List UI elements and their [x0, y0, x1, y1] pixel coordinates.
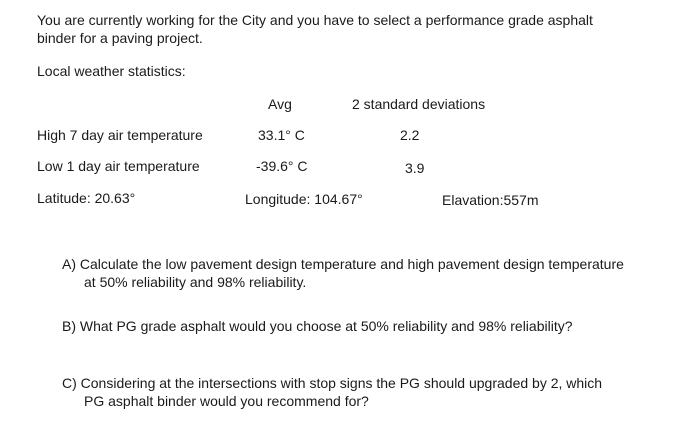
question-a-line-2: at 50% reliability and 98% reliability. — [84, 274, 307, 290]
intro-line-2: binder for a paving project. — [37, 30, 203, 46]
question-a-line-1: A) Calculate the low pavement design temperature and high pavement design temperature — [62, 256, 624, 272]
question-b-line-1: B) What PG grade asphalt would you choose at 50% reliability and 98% reliability? — [62, 318, 573, 334]
header-sd: 2 standard deviations — [352, 96, 486, 112]
row-high-avg: 33.1° C — [258, 127, 305, 143]
latitude: Latitude: 20.63° — [37, 190, 136, 206]
elevation: Elavation:557m — [442, 192, 539, 208]
row-high-sd: 2.2 — [400, 127, 420, 143]
question-c-line-2: PG asphalt binder would you recommend for? — [84, 393, 369, 409]
row-low-avg: -39.6° C — [256, 158, 308, 174]
row-low-sd: 3.9 — [405, 160, 425, 176]
longitude: Longitude: 104.67° — [245, 191, 363, 207]
row-high-label: High 7 day air temperature — [37, 127, 203, 143]
question-c-line-1: C) Considering at the intersections with stop signs the PG should upgraded by 2, which — [62, 375, 603, 391]
local-weather-label: Local weather statistics: — [37, 63, 186, 79]
header-avg: Avg — [268, 96, 292, 112]
intro-line-1: You are currently working for the City and you have to select a performance grade asphalt — [37, 12, 593, 28]
row-low-label: Low 1 day air temperature — [37, 158, 200, 174]
